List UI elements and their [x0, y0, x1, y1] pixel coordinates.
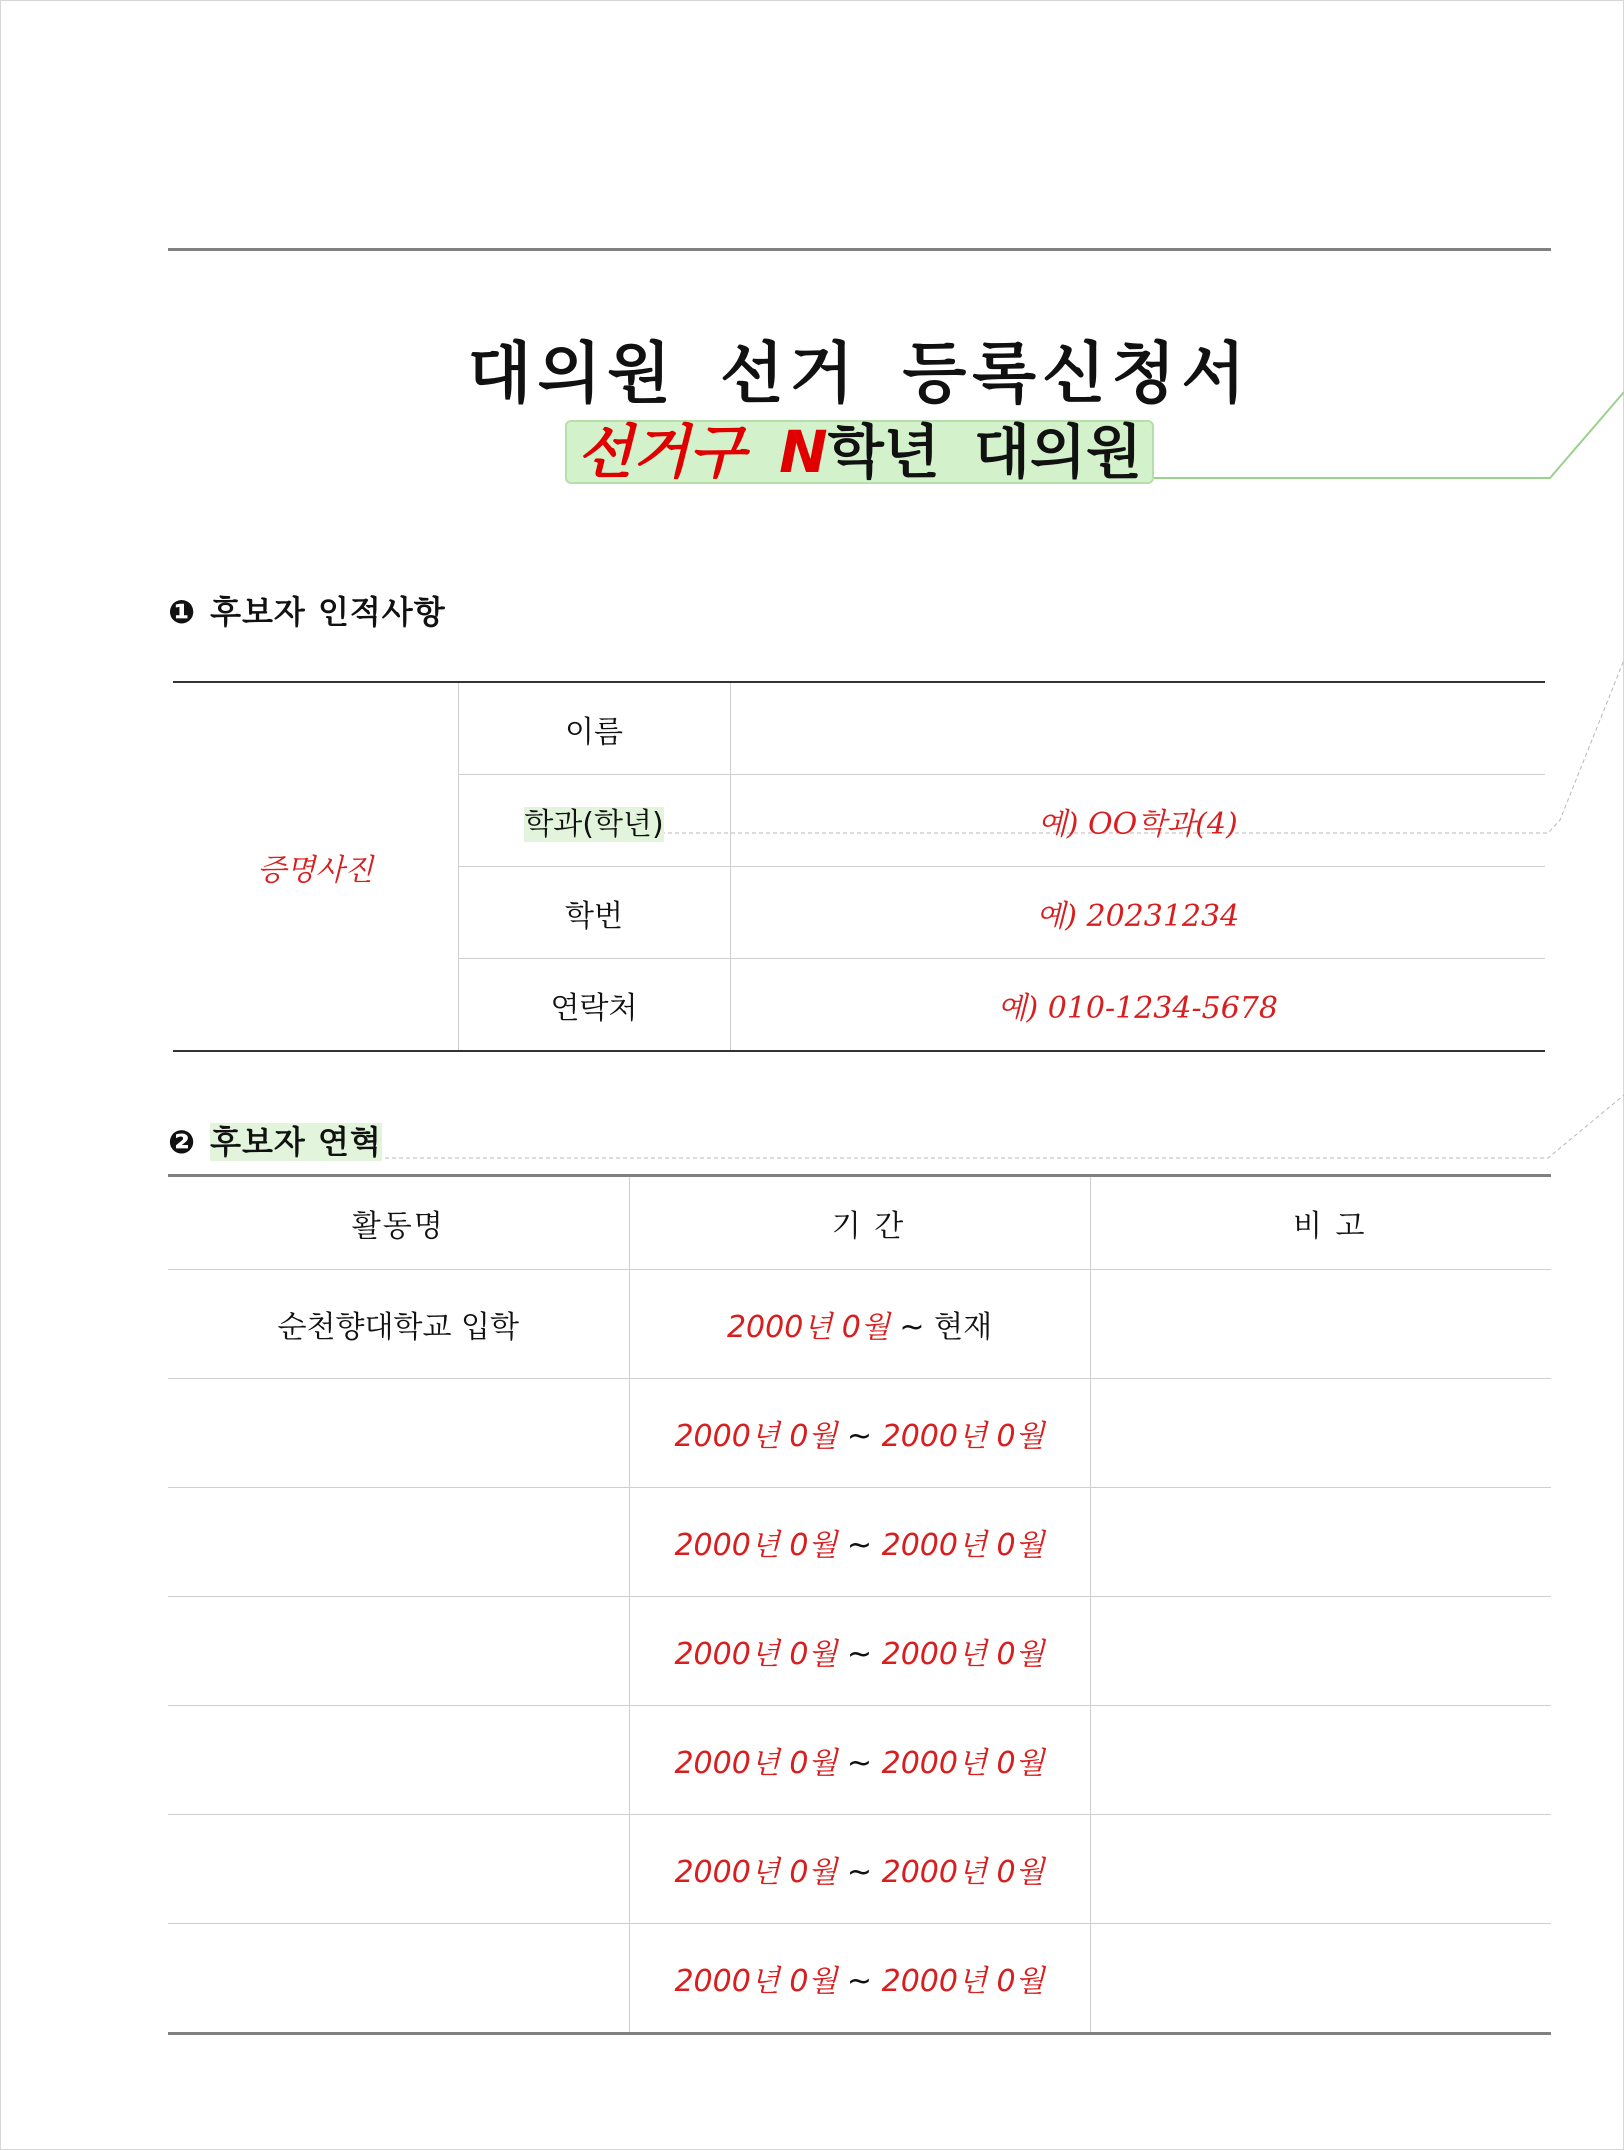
history-activity[interactable]: [168, 1706, 629, 1815]
history-header-row: [168, 1176, 1551, 1270]
info-label-contact: 연락처: [458, 959, 730, 1052]
history-activity[interactable]: 순천향대학교 입학: [168, 1270, 629, 1379]
subtitle-district: 선거구 N: [576, 418, 828, 486]
section-1-heading: [168, 592, 446, 632]
info-row-name: [173, 682, 1545, 775]
history-period-separator: ~: [837, 1637, 882, 1672]
history-activity[interactable]: [168, 1488, 629, 1597]
subtitle-grade: 학년 대의원: [827, 418, 1143, 486]
section-1-title: 후보자 인적사항: [210, 593, 446, 631]
history-row: [168, 1706, 1551, 1815]
history-activity[interactable]: [168, 1924, 629, 2034]
history-period-start: 2000년 0월: [674, 1419, 838, 1454]
top-rule: [168, 248, 1551, 251]
history-period[interactable]: [629, 1270, 1090, 1379]
info-value-student-id[interactable]: 예) 20231234: [730, 867, 1545, 959]
history-period-separator: ~: [837, 1528, 882, 1563]
history-period-separator: ~: [837, 1855, 882, 1890]
document-title: 대의원 선거 등록신청서: [467, 335, 1252, 412]
history-activity[interactable]: [168, 1815, 629, 1924]
history-period-end: 2000년 0월: [881, 1528, 1045, 1563]
info-label-department: [458, 775, 730, 867]
history-header-period: 기 간: [629, 1176, 1090, 1270]
history-row: [168, 1815, 1551, 1924]
history-row: [168, 1270, 1551, 1379]
photo-cell[interactable]: [173, 682, 458, 1051]
history-period[interactable]: [629, 1924, 1090, 2034]
history-period-end: 2000년 0월: [881, 1855, 1045, 1890]
section-2-title: 후보자 연혁: [210, 1123, 382, 1161]
history-period-separator: ~: [837, 1746, 882, 1781]
history-period-end: 2000년 0월: [881, 1746, 1045, 1781]
history-period[interactable]: [629, 1488, 1090, 1597]
section-1-bullet: ❶: [168, 593, 197, 631]
info-label-name: 이름: [458, 682, 730, 775]
history-period[interactable]: [629, 1815, 1090, 1924]
history-row: [168, 1379, 1551, 1488]
history-period-end: 2000년 0월: [881, 1964, 1045, 1999]
history-period-start: 2000년 0월: [674, 1964, 838, 1999]
history-row: [168, 1924, 1551, 2034]
history-note[interactable]: [1090, 1488, 1551, 1597]
info-value-name[interactable]: [730, 682, 1545, 775]
history-note[interactable]: [1090, 1597, 1551, 1706]
info-value-contact[interactable]: 예) 010-1234-5678: [730, 959, 1545, 1052]
candidate-info-table: [173, 681, 1545, 1052]
history-period[interactable]: [629, 1597, 1090, 1706]
history-period-start: 2000년 0월: [674, 1528, 838, 1563]
history-period-start: 2000년 0월: [726, 1310, 890, 1345]
history-period-end: 2000년 0월: [881, 1637, 1045, 1672]
section-2-bullet: ❷: [168, 1123, 197, 1161]
photo-label: 증명사진: [257, 852, 374, 888]
document-subtitle: [565, 420, 1154, 484]
history-period[interactable]: [629, 1706, 1090, 1815]
history-activity[interactable]: [168, 1379, 629, 1488]
history-row: [168, 1597, 1551, 1706]
candidate-history-table: [168, 1174, 1551, 2035]
department-label-highlight: 학과(학년): [524, 806, 664, 842]
history-period-start: 2000년 0월: [674, 1746, 838, 1781]
history-period-separator: ~: [837, 1964, 882, 1999]
history-period-end: ~ 현재: [889, 1310, 993, 1345]
history-period-start: 2000년 0월: [674, 1637, 838, 1672]
history-note[interactable]: [1090, 1815, 1551, 1924]
history-period[interactable]: [629, 1379, 1090, 1488]
history-period-separator: ~: [837, 1419, 882, 1454]
info-label-student-id: 학번: [458, 867, 730, 959]
history-note[interactable]: [1090, 1379, 1551, 1488]
history-note[interactable]: [1090, 1706, 1551, 1815]
history-period-start: 2000년 0월: [674, 1855, 838, 1890]
history-header-note: 비 고: [1090, 1176, 1551, 1270]
history-note[interactable]: [1090, 1924, 1551, 2034]
subtitle-wrapper: [168, 420, 1551, 484]
history-header-activity: 활동명: [168, 1176, 629, 1270]
history-row: [168, 1488, 1551, 1597]
info-value-department[interactable]: 예) OO학과(4): [730, 775, 1545, 867]
history-note[interactable]: [1090, 1270, 1551, 1379]
history-period-end: 2000년 0월: [881, 1419, 1045, 1454]
history-activity[interactable]: [168, 1597, 629, 1706]
section-2-heading: [168, 1122, 382, 1162]
